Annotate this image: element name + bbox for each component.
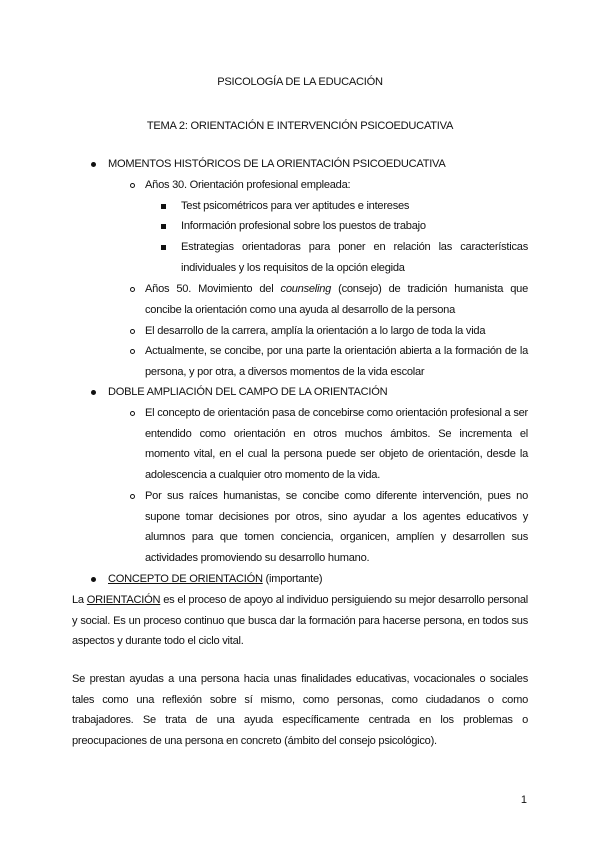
page-number: 1 xyxy=(520,794,527,806)
document-subtitle: TEMA 2: ORIENTACIÓN E INTERVENCIÓN PSICOEDUCATIVA xyxy=(146,120,454,132)
section-heading-historical: MOMENTOS HISTÓRICOS DE LA ORIENTACIÓN PSICOEDUCATIVA xyxy=(108,154,528,175)
list-subitem-info: Información profesional sobre los puestos de trabajo xyxy=(181,216,528,237)
bullet-circle xyxy=(130,349,135,354)
bullet-disc xyxy=(91,577,96,582)
bullet-circle xyxy=(130,287,135,292)
list-item-1950s: Años 50. Movimiento del counseling (consejo) de tradición humanista que concibe la orientación como una ayuda al desarrollo de la persona xyxy=(145,279,528,320)
paragraph-aids: Se prestan ayudas a una persona hacia unas finalidades educativas, vocacionales o sociales tales como una reflexión sobre sí mismo, como personas, como ciudadanos o como trabajadores. Se trata de una ayuda específicamente centrada en los problemas o preocupaciones de una persona en concreto (ámbito del consejo psicológico). xyxy=(72,673,528,748)
list-subitem-tests: Test psicométricos para ver aptitudes e intereses xyxy=(181,196,528,217)
bullet-circle xyxy=(130,411,135,416)
bullet-disc xyxy=(91,162,96,167)
list-item-concept: El concepto de orientación pasa de concebirse como orientación profesional a ser entendido como orientación en otros muchos ámbitos. Se incrementa el momento vital, en el cual la persona puede ser objeto de orientación, desde la adolescencia a cualquier otro momento de la vida. xyxy=(145,403,528,486)
section-heading-double: DOBLE AMPLIACIÓN DEL CAMPO DE LA ORIENTACIÓN xyxy=(108,382,528,403)
bullet-square xyxy=(161,224,166,229)
bullet-square xyxy=(161,245,166,250)
orientacion-term: ORIENTACIÓN xyxy=(86,594,161,606)
list-item-currently: Actualmente, se concibe, por una parte la orientación abierta a la formación de la persona, y por otra, a diversos momentos de la vida escolar xyxy=(145,341,528,382)
bullet-circle xyxy=(130,329,135,334)
list-item-1930s: Años 30. Orientación profesional empleada: xyxy=(145,175,528,196)
bullet-square xyxy=(161,204,166,209)
paragraph-definition: La ORIENTACIÓN es el proceso de apoyo al individuo persiguiendo su mejor desarrollo personal y social. Es un proceso continuo que busca dar la formación para hacerse persona, en todos sus aspectos y durante todo el ciclo vital. xyxy=(72,594,528,648)
bullet-circle xyxy=(130,183,135,188)
counseling-term: counseling xyxy=(280,283,332,295)
list-subitem-strategies: Estrategias orientadoras para poner en relación las características individuales y los requisitos de la opción elegida xyxy=(181,237,528,278)
document-title: PSICOLOGÍA DE LA EDUCACIÓN xyxy=(217,76,383,88)
section-heading-concept: CONCEPTO DE ORIENTACIÓN (importante) xyxy=(108,569,528,590)
list-item-humanist: Por sus raíces humanistas, se concibe como diferente intervención, pues no supone tomar decisiones por otros, sino ayudar a los agentes educativos y alumnos para que tomen conciencia, organicen, amplíen y desarrollen sus actividades promoviendo su desarrollo humano. xyxy=(145,486,528,569)
bullet-circle xyxy=(130,494,135,499)
list-item-career: El desarrollo de la carrera, amplía la orientación a lo largo de toda la vida xyxy=(145,321,528,342)
bullet-disc xyxy=(91,390,96,395)
